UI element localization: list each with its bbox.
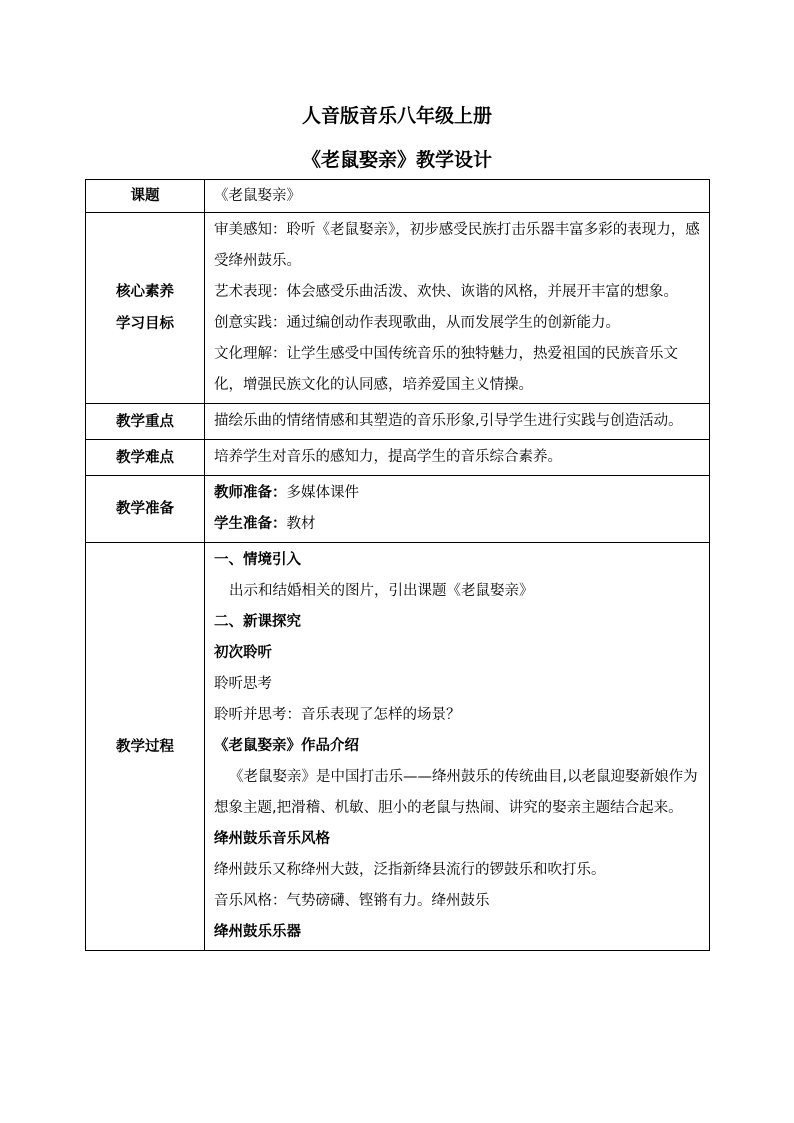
- key-points-label: 教学重点: [86, 404, 205, 440]
- topic-label: 课题: [86, 180, 205, 213]
- preparation-label: 教学准备: [86, 476, 205, 543]
- paragraph: 绛州鼓乐又称绛州大鼓，泛指新绛县流行的锣鼓乐和吹打乐。: [214, 862, 606, 878]
- difficulties-label: 教学难点: [86, 440, 205, 476]
- document-subtitle: 《老鼠娶亲》教学设计: [301, 149, 492, 171]
- row-preparation: [86, 476, 710, 543]
- student-preparation: 学生准备：教材: [214, 516, 316, 532]
- paragraph: 音乐风格：气势磅礴、铿锵有力。绛州鼓乐: [214, 893, 490, 909]
- subsection-heading: 绛州鼓乐音乐风格: [214, 831, 330, 847]
- key-points-value: 描绘乐曲的情绪情感和其塑造的音乐形象,引导学生进行实践与创造活动。: [205, 404, 710, 440]
- goal-culture: 文化理解：让学生感受中国传统音乐的独特魅力，热爱祖国的民族音乐文化，增强民族文化的认同感，培养爱国主义情操。: [214, 346, 678, 393]
- section-heading: 二、新课探究: [214, 614, 301, 630]
- subsection-heading: 绛州鼓乐乐器: [214, 924, 301, 940]
- paragraph: 出示和结婚相关的图片，引出课题《老鼠娶亲》: [229, 583, 534, 599]
- topic-value: 《老鼠娶亲》: [205, 180, 710, 213]
- paragraph: 聆听思考: [214, 676, 272, 692]
- process-content: [205, 543, 710, 951]
- preparation-content: [205, 476, 710, 543]
- subsection-heading: 初次聆听: [214, 645, 272, 661]
- process-label: 教学过程: [86, 543, 205, 951]
- paragraph: 聆听并思考：音乐表现了怎样的场景？: [214, 707, 461, 723]
- teacher-preparation: 教师准备：多媒体课件: [214, 485, 359, 501]
- lesson-plan-table: [85, 179, 710, 951]
- difficulties-value: 培养学生对音乐的感知力，提高学生的音乐综合素养。: [205, 440, 710, 476]
- goals-content: [205, 213, 710, 404]
- paragraph: 《老鼠娶亲》是中国打击乐——绛州鼓乐的传统曲目,以老鼠迎娶新娘作为想象主题,把滑稽、机敏、胆小的老鼠与热闹、讲究的娶亲主题结合起来。: [214, 769, 698, 816]
- goals-label: 核心素养 学习目标: [86, 213, 205, 404]
- row-key-points: [86, 404, 710, 440]
- section-heading: 一、情境引入: [214, 552, 301, 568]
- goal-aesthetic: 审美感知：聆听《老鼠娶亲》，初步感受民族打击乐器丰富多彩的表现力，感受绛州鼓乐。: [214, 222, 700, 269]
- goal-creative: 创意实践：通过编创动作表现歌曲，从而发展学生的创新能力。: [214, 315, 620, 331]
- row-process: [86, 543, 710, 951]
- goal-expression: 艺术表现：体会感受乐曲活泼、欢快、诙谐的风格，并展开丰富的想象。: [214, 284, 678, 300]
- row-difficulties: [86, 440, 710, 476]
- row-goals: [86, 213, 710, 404]
- document-title: 人音版音乐八年级上册: [301, 105, 492, 127]
- subsection-heading: 《老鼠娶亲》作品介绍: [214, 738, 359, 754]
- row-topic: [86, 180, 710, 213]
